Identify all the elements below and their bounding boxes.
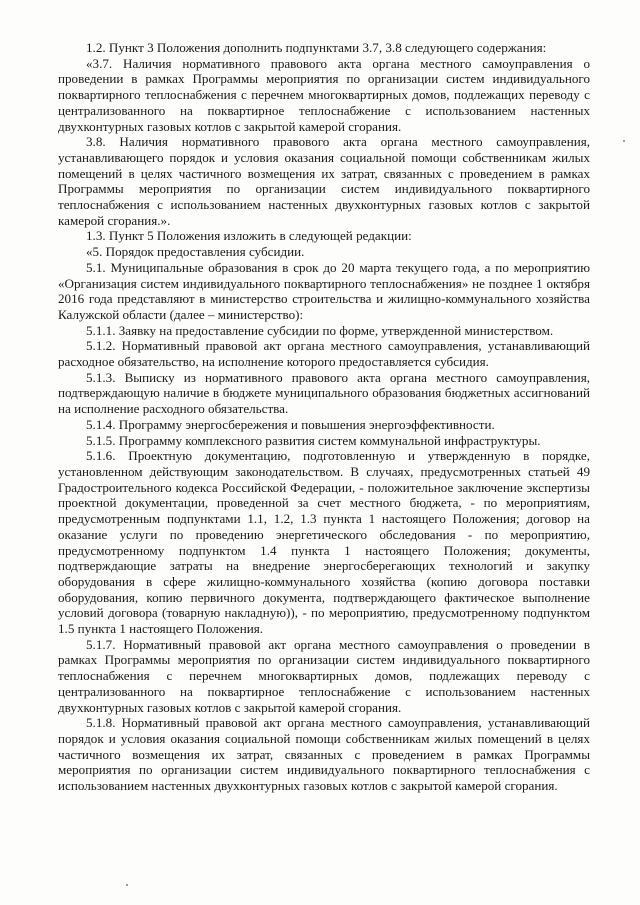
paragraph-5-1-1: 5.1.1. Заявку на предоставление субсидии по форме, утвержденной министерством. [86, 322, 554, 338]
paragraph-1-3: 1.3. Пункт 5 Положения изложить в следующей редакции: [86, 228, 412, 244]
scan-speck [126, 884, 128, 886]
paragraph-5-1-3: 5.1.3. Выписку из нормативного правового акта органа местного самоуправления, подтверждающую наличие в бюджете муниципального образования бюджетных ассигнований на исполнение расходного обязательства. [58, 369, 590, 417]
document-body [58, 40, 590, 794]
paragraph-3-7: «3.7. Наличия нормативного правового акта органа местного самоуправления о проведении в рамках Программы мероприятия по организации систем индивидуального поквартирного теплоснабжения с перечнем многоквартирных домов, подлежащих переводу с централизованного на поквартирное теплоснабжение с использованием настенных двухконтурных газовых котлов с закрытой камерой сгорания. [58, 55, 590, 134]
paragraph-5-1-8: 5.1.8. Нормативный правовой акт органа местного самоуправления, устанавливающий порядок и условия оказания социальной помощи собственникам жилых помещений в целях частичного возмещения их затрат, связанных с проведением в рамках Программы мероприятия по организации систем индивидуального поквартирного теплоснабжения с использованием настенных двухконтурных газовых котлов с закрытой камерой сгорания. [58, 715, 590, 794]
paragraph-1-2: 1.2. Пункт 3 Положения дополнить подпунктами 3.7, 3.8 следующего содержания: [86, 40, 547, 55]
paragraph-5-1-6: 5.1.6. Проектную документацию, подготовленную и утвержденную в порядке, установленном действующим законодательством. В случаях, предусмотренных статьей 49 Градостроительного кодекса Российской Федерации, - положительное заключение экспертизы проектной документации, проведенной за счет местного бюджета, - по мероприятиям, предусмотренным подпунктами 1.1, 1.2, 1.3 пункта 1 настоящего Положения; договор на оказание услуги по проведению энергетического обследования - по мероприятию, предусмотренному подпунктом 1.4 пункта 1 настоящего Положения; документы, подтверждающие затраты на внедрение энергосберегающих технологий и закупку оборудования в сфере жилищно-коммунального хозяйства (копию договора поставки оборудования, копию первичного документа, подтверждающего фактическое выполнение условий договора (товарную накладную)), - по мероприятию, предусмотренному подпунктом 1.5 пункта 1 настоящего Положения. [58, 448, 590, 637]
paragraph-5-heading: «5. Порядок предоставления субсидии. [86, 244, 305, 260]
paragraph-5-1-7: 5.1.7. Нормативный правовой акт органа местного самоуправления о проведении в рамках Программы мероприятия по организации систем индивидуального поквартирного теплоснабжения с перечнем многоквартирных домов, подлежащих переводу с централизованного на поквартирное теплоснабжение с использованием настенных двухконтурных газовых котлов с закрытой камерой сгорания. [58, 636, 590, 715]
scan-speck [623, 140, 625, 142]
paragraph-5-1: 5.1. Муниципальные образования в срок до 20 марта текущего года, а по мероприятию «Организация систем индивидуального поквартирного теплоснабжения» не позднее 1 октября 2016 года представляют в министерство строительства и жилищно-коммунального хозяйства Калужской области (далее – министерство): [58, 259, 590, 322]
paragraph-5-1-5: 5.1.5. Программу комплексного развития систем коммунальной инфраструктуры. [86, 432, 541, 448]
paragraph-5-1-2: 5.1.2. Нормативный правовой акт органа местного самоуправления, устанавливающий расходное обязательство, на исполнение которого предоставляется субсидия. [58, 338, 590, 370]
paragraph-5-1-4: 5.1.4. Программу энергосбережения и повышения энергоэффективности. [86, 416, 495, 432]
paragraph-3-8: 3.8. Наличия нормативного правового акта органа местного самоуправления, устанавливающего порядок и условия оказания социальной помощи собственникам жилых помещений в целях частичного возмещения их затрат, связанных с проведением в рамках Программы мероприятия по организации систем индивидуального поквартирного теплоснабжения с использованием настенных двухконтурных газовых котлов с закрытой камерой сгорания.». [58, 134, 590, 228]
